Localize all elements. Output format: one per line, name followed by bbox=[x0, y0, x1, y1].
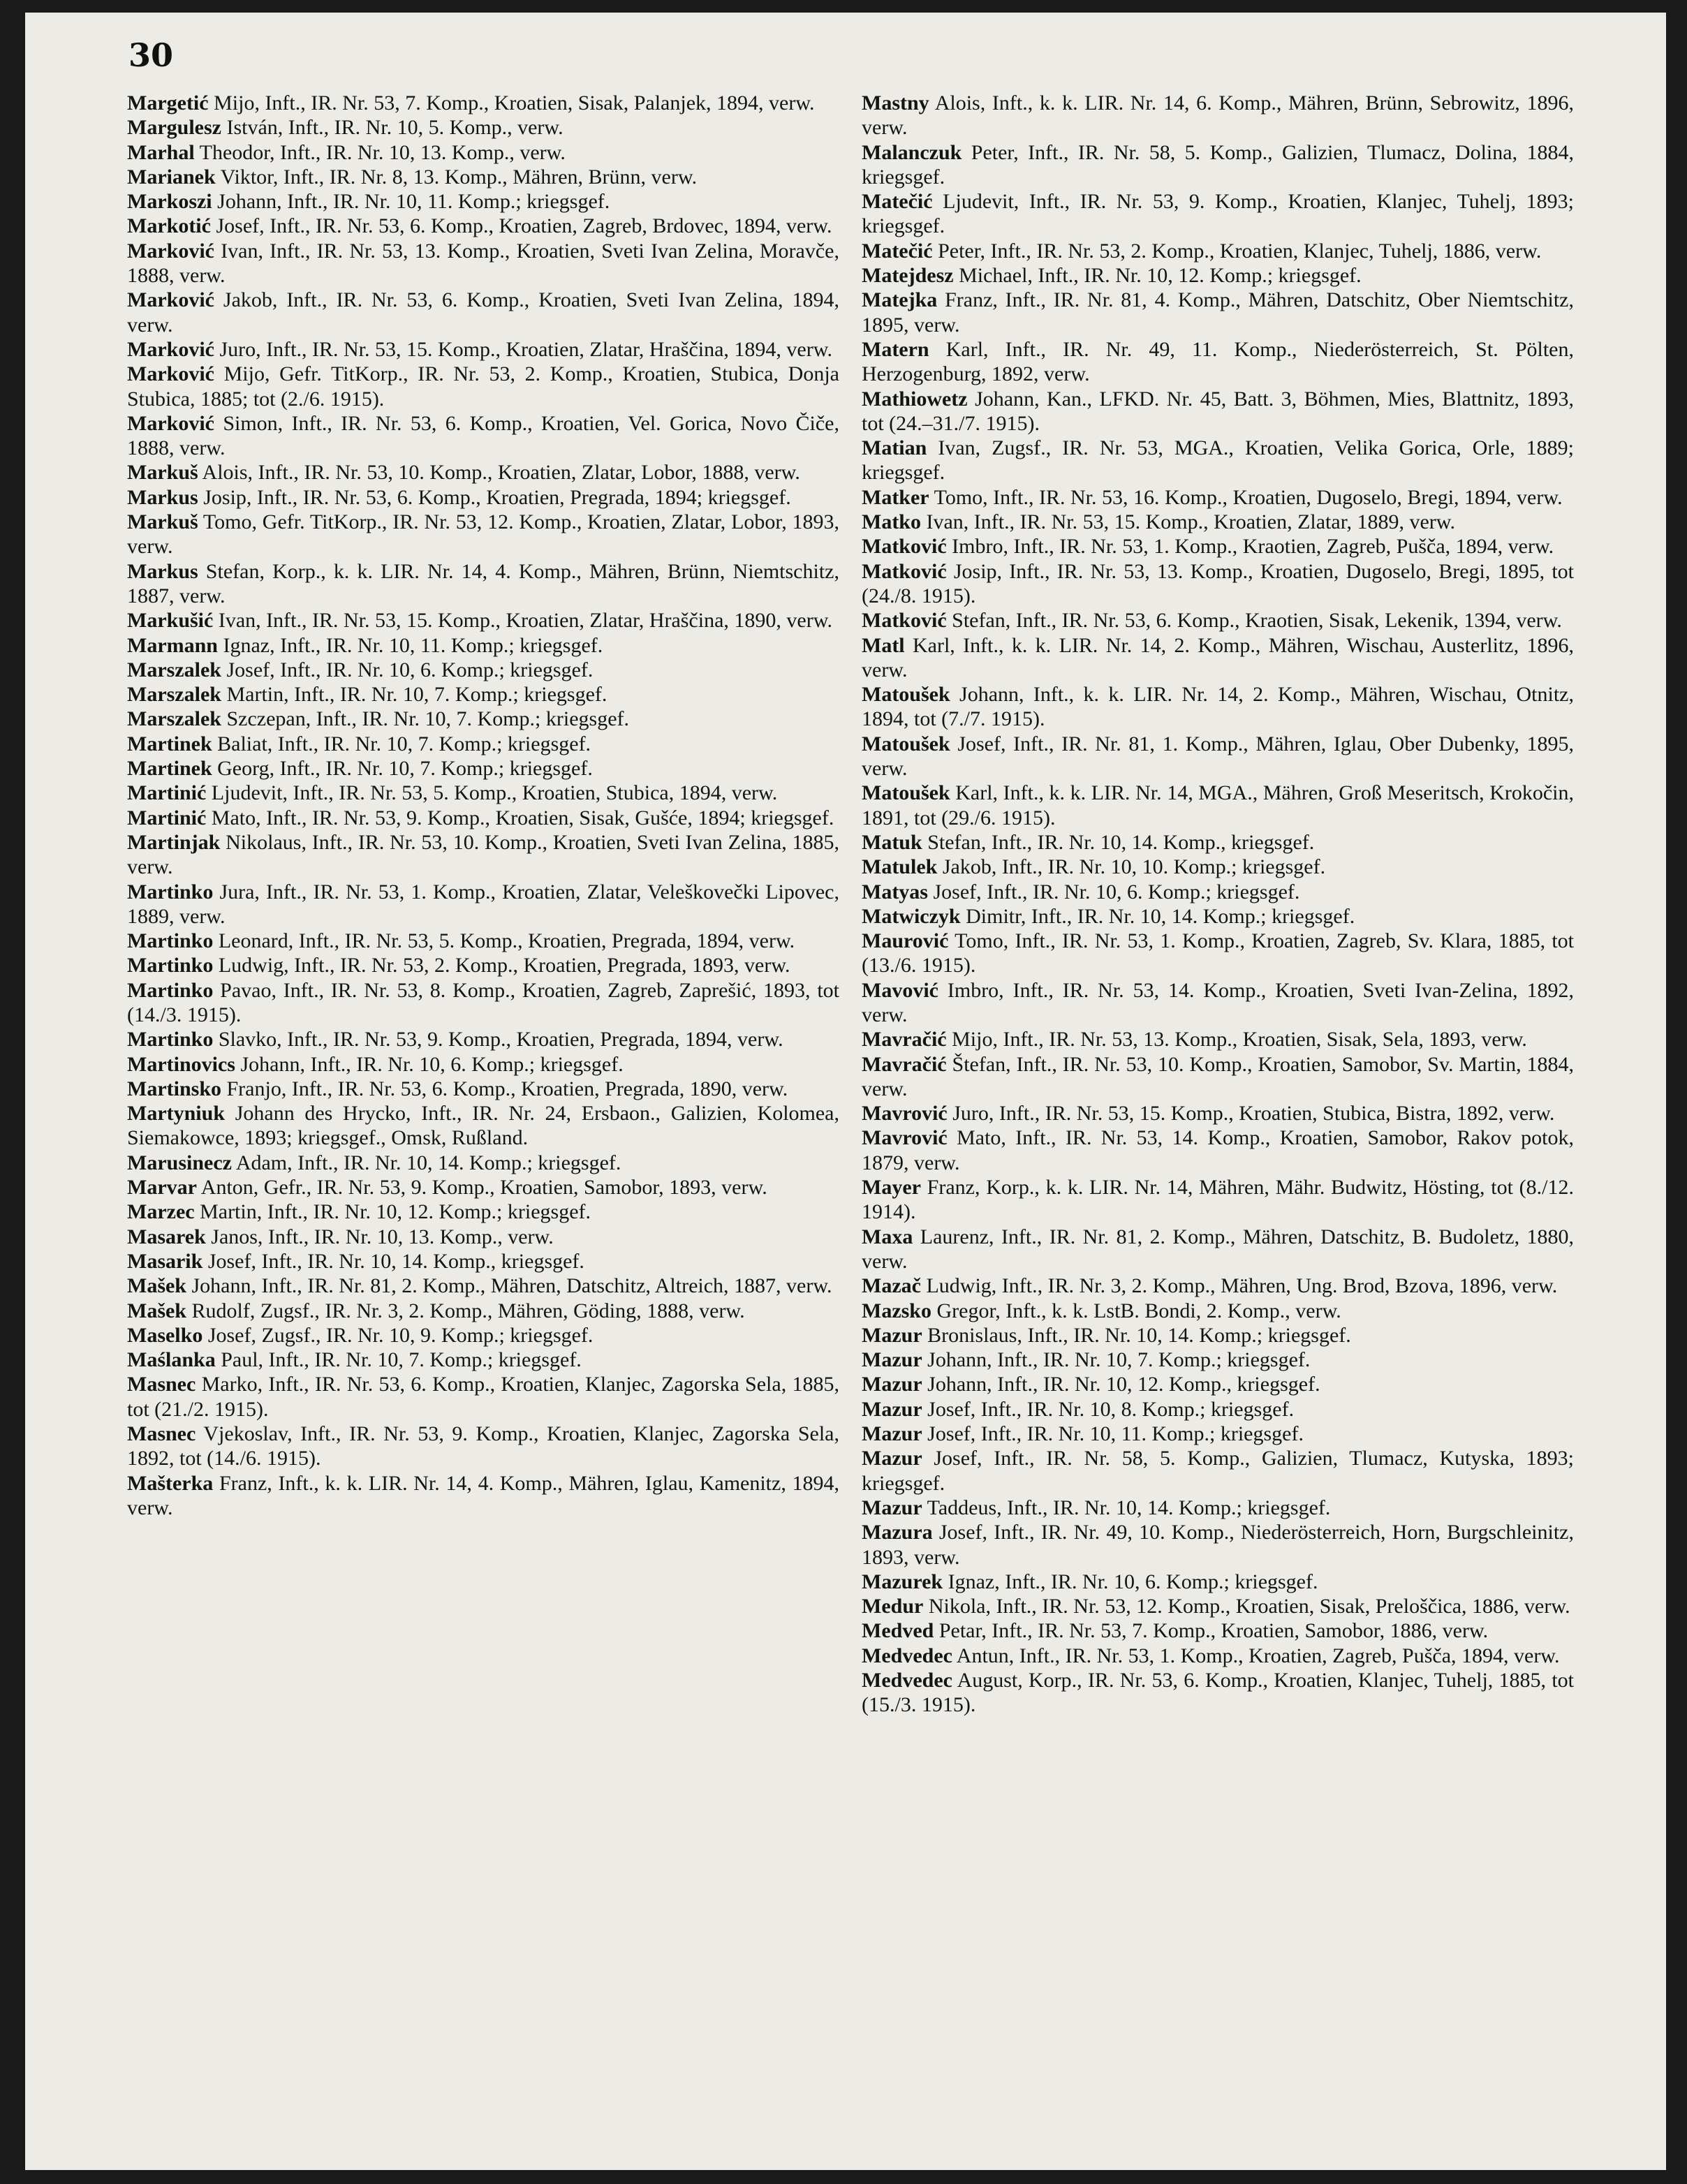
entry-surname: Mašek bbox=[127, 1274, 186, 1298]
register-entry bbox=[127, 682, 839, 707]
register-entry bbox=[862, 880, 1574, 904]
register-entry bbox=[127, 140, 839, 165]
entry-surname: Mazura bbox=[862, 1521, 933, 1544]
entry-details: Juro, Inft., IR. Nr. 53, 15. Komp., Kroatien, Zlatar, Hraščina, 1894, verw. bbox=[214, 337, 832, 361]
register-entry bbox=[127, 781, 839, 805]
entry-surname: Mazur bbox=[862, 1447, 922, 1470]
register-entry bbox=[862, 608, 1574, 633]
entry-details: Peter, Inft., IR. Nr. 53, 2. Komp., Kroatien, Klanjec, Tuhelj, 1886, verw. bbox=[932, 239, 1542, 263]
register-entry bbox=[127, 830, 839, 880]
left-column bbox=[127, 91, 839, 1520]
entry-details: August, Korp., IR. Nr. 53, 6. Komp., Kroatien, Klanjec, Tuhelj, 1885, tot (15./3. 1915). bbox=[862, 1669, 1574, 1717]
entry-details: Josef, Inft., IR. Nr. 49, 10. Komp., Niederösterreich, Horn, Burgschleinitz, 1893, verw. bbox=[862, 1521, 1574, 1569]
entry-details: Nikolaus, Inft., IR. Nr. 53, 10. Komp., Kroatien, Sveti Ivan Zelina, 1885, verw. bbox=[127, 830, 839, 879]
register-entry bbox=[862, 633, 1574, 683]
register-entry bbox=[127, 953, 839, 977]
register-entry bbox=[862, 1175, 1574, 1225]
register-entry bbox=[127, 929, 839, 953]
entry-surname: Medur bbox=[862, 1595, 924, 1618]
entry-details: Ludwig, Inft., IR. Nr. 3, 2. Komp., Mähren, Ung. Brod, Bzova, 1896, verw. bbox=[920, 1274, 1558, 1298]
entry-details: Stefan, Inft., IR. Nr. 53, 6. Komp., Kraotien, Sisak, Lekenik, 1394, verw. bbox=[946, 609, 1562, 633]
entry-surname: Marmann bbox=[127, 633, 218, 657]
entry-details: Baliat, Inft., IR. Nr. 10, 7. Komp.; kriegsgef. bbox=[212, 732, 591, 755]
entry-details: Peter, Inft., IR. Nr. 58, 5. Komp., Galizien, Tlumacz, Dolina, 1884, kriegsgef. bbox=[862, 140, 1574, 189]
entry-surname: Matuk bbox=[862, 830, 922, 854]
page-number: 30 bbox=[128, 36, 174, 74]
entry-details: Josef, Inft., IR. Nr. 81, 1. Komp., Mähren, Iglau, Ober Dubenky, 1895, verw. bbox=[862, 732, 1574, 781]
entry-details: Tomo, Gefr. TitKorp., IR. Nr. 53, 12. Komp., Kroatien, Zlatar, Lobor, 1893, verw. bbox=[127, 510, 839, 559]
entry-details: Stefan, Inft., IR. Nr. 10, 14. Komp., kriegsgef. bbox=[922, 830, 1315, 854]
entry-surname: Mavračić bbox=[862, 1028, 947, 1052]
entry-surname: Maxa bbox=[862, 1225, 913, 1248]
entry-surname: Marszalek bbox=[127, 707, 221, 731]
entry-details: Josip, Inft., IR. Nr. 53, 6. Komp., Kroatien, Pregrada, 1894; kriegsgef. bbox=[198, 485, 791, 509]
entry-details: Johann, Inft., IR. Nr. 10, 7. Komp.; kriegsgef. bbox=[922, 1348, 1311, 1372]
entry-surname: Martinsko bbox=[127, 1077, 221, 1100]
entry-surname: Maślanka bbox=[127, 1348, 216, 1372]
entry-surname: Martinjak bbox=[127, 830, 221, 854]
register-entry bbox=[862, 1348, 1574, 1372]
entry-surname: Matyas bbox=[862, 880, 928, 903]
entry-details: Antun, Inft., IR. Nr. 53, 1. Komp., Kroatien, Zagreb, Pušča, 1894, verw. bbox=[952, 1644, 1560, 1667]
register-entry bbox=[862, 781, 1574, 830]
entry-surname: Markus bbox=[127, 485, 198, 509]
entry-details: Karl, Inft., IR. Nr. 49, 11. Komp., Niederösterreich, St. Pölten, Herzogenburg, 1892, verw. bbox=[862, 337, 1574, 386]
entry-surname: Mazsko bbox=[862, 1299, 931, 1322]
register-entry bbox=[127, 1101, 839, 1151]
entry-details: István, Inft., IR. Nr. 10, 5. Komp., verw. bbox=[221, 116, 563, 140]
entry-surname: Marszalek bbox=[127, 658, 221, 681]
entry-surname: Marković bbox=[127, 239, 214, 263]
entry-details: Ivan, Inft., IR. Nr. 53, 15. Komp., Kroatien, Zlatar, Hraščina, 1890, verw. bbox=[213, 609, 832, 633]
register-entry bbox=[862, 1126, 1574, 1175]
register-entry bbox=[127, 1200, 839, 1224]
entry-surname: Matejdesz bbox=[862, 264, 954, 288]
register-entry bbox=[127, 165, 839, 189]
entry-details: Mato, Inft., IR. Nr. 53, 9. Komp., Kroatien, Sisak, Gušće, 1894; kriegsgef. bbox=[206, 806, 834, 829]
entry-surname: Markotić bbox=[127, 214, 211, 238]
entry-surname: Matečić bbox=[862, 190, 933, 214]
entry-surname: Mašterka bbox=[127, 1471, 214, 1495]
register-entry bbox=[127, 337, 839, 362]
entry-details: Franz, Inft., IR. Nr. 81, 4. Komp., Mähren, Datschitz, Ober Niemtschitz, 1895, verw. bbox=[862, 288, 1574, 337]
entry-surname: Matoušek bbox=[862, 683, 950, 707]
entry-surname: Matejka bbox=[862, 288, 938, 312]
register-entry bbox=[127, 1348, 839, 1372]
register-entry bbox=[127, 1274, 839, 1298]
entry-details: Johann, Inft., IR. Nr. 10, 6. Komp.; kriegsgef. bbox=[235, 1052, 624, 1076]
register-entry bbox=[862, 1323, 1574, 1348]
register-entry bbox=[127, 1299, 839, 1323]
register-entry bbox=[862, 904, 1574, 929]
entry-details: Juro, Inft., IR. Nr. 53, 15. Komp., Kroatien, Stubica, Bistra, 1892, verw. bbox=[947, 1102, 1555, 1126]
register-entry bbox=[862, 1397, 1574, 1422]
entry-surname: Martinek bbox=[127, 757, 212, 781]
entry-details: Paul, Inft., IR. Nr. 10, 7. Komp.; kriegsgef. bbox=[215, 1348, 582, 1372]
entry-surname: Martinovics bbox=[127, 1052, 235, 1076]
register-entry bbox=[862, 1225, 1574, 1274]
entry-details: Imbro, Inft., IR. Nr. 53, 14. Komp., Kroatien, Sveti Ivan-Zelina, 1892, verw. bbox=[862, 978, 1574, 1026]
entry-surname: Maurović bbox=[862, 929, 949, 953]
entry-details: Ignaz, Inft., IR. Nr. 10, 11. Komp.; kriegsgef. bbox=[218, 633, 603, 657]
entry-details: Jakob, Inft., IR. Nr. 53, 6. Komp., Kroatien, Sveti Ivan Zelina, 1894, verw. bbox=[127, 288, 839, 337]
entry-surname: Martinko bbox=[127, 1028, 214, 1052]
register-entry bbox=[862, 1594, 1574, 1618]
entry-surname: Matker bbox=[862, 485, 929, 509]
entry-surname: Medved bbox=[862, 1619, 934, 1643]
register-entry bbox=[862, 510, 1574, 534]
entry-details: Dimitr, Inft., IR. Nr. 10, 14. Komp.; kriegsgef. bbox=[960, 904, 1355, 928]
entry-details: Laurenz, Inft., IR. Nr. 81, 2. Komp., Mähren, Datschitz, B. Budoletz, 1880, verw. bbox=[862, 1225, 1574, 1273]
entry-details: Ivan, Inft., IR. Nr. 53, 13. Komp., Kroatien, Sveti Ivan Zelina, Moravče, 1888, verw. bbox=[127, 239, 839, 288]
register-entry bbox=[862, 288, 1574, 337]
register-entry bbox=[862, 1101, 1574, 1126]
entry-details: Josef, Inft., IR. Nr. 10, 6. Komp.; kriegsgef. bbox=[927, 880, 1300, 903]
register-entry bbox=[862, 1618, 1574, 1643]
entry-surname: Matoušek bbox=[862, 732, 950, 755]
entry-surname: Martinko bbox=[127, 954, 214, 977]
register-entry bbox=[127, 880, 839, 929]
entry-details: Szczepan, Inft., IR. Nr. 10, 7. Komp.; kriegsgef. bbox=[221, 707, 630, 731]
entry-details: Johann, Kan., LFKD. Nr. 45, Batt. 3, Böhmen, Mies, Blattnitz, 1893, tot (24.–31./7. 1915). bbox=[862, 387, 1574, 435]
register-entry bbox=[862, 1274, 1574, 1298]
register-entry bbox=[862, 1570, 1574, 1594]
entry-surname: Martinek bbox=[127, 732, 212, 755]
entry-details: Bronislaus, Inft., IR. Nr. 10, 14. Komp.; kriegsgef. bbox=[922, 1323, 1351, 1347]
entry-surname: Matl bbox=[862, 633, 905, 657]
register-entry bbox=[127, 559, 839, 609]
entry-details: Johann des Hrycko, Inft., IR. Nr. 24, Ersbaon., Galizien, Kolomea, Siemakowce, 1893; kriegsgef., Omsk, Rußland. bbox=[127, 1102, 839, 1150]
entry-surname: Markuš bbox=[127, 510, 198, 534]
entry-details: Ljudevit, Inft., IR. Nr. 53, 5. Komp., Kroatien, Stubica, 1894, verw. bbox=[206, 781, 778, 805]
entry-details: Mijo, Inft., IR. Nr. 53, 13. Komp., Kroatien, Sisak, Sela, 1893, verw. bbox=[946, 1028, 1527, 1052]
register-entry bbox=[862, 732, 1574, 781]
entry-surname: Maselko bbox=[127, 1323, 203, 1347]
entry-details: Tomo, Inft., IR. Nr. 53, 1. Komp., Kroatien, Zagreb, Sv. Klara, 1885, tot (13./6. 1915). bbox=[862, 929, 1574, 977]
entry-details: Ivan, Zugsf., IR. Nr. 53, MGA., Kroatien, Velika Gorica, Orle, 1889; kriegsgef. bbox=[862, 436, 1574, 485]
register-entry bbox=[862, 559, 1574, 609]
register-entry bbox=[862, 1644, 1574, 1668]
document-page bbox=[25, 13, 1666, 2170]
entry-details: Mijo, Gefr. TitKorp., IR. Nr. 53, 2. Komp., Kroatien, Stubica, Donja Stubica, 1885; tot (2./6. 1915). bbox=[127, 362, 839, 411]
entry-surname: Mazurek bbox=[862, 1570, 943, 1593]
register-entry bbox=[862, 830, 1574, 855]
entry-details: Petar, Inft., IR. Nr. 53, 7. Komp., Kroatien, Samobor, 1886, verw. bbox=[934, 1619, 1489, 1643]
entry-details: Josef, Inft., IR. Nr. 10, 8. Komp.; kriegsgef. bbox=[922, 1397, 1295, 1421]
entry-surname: Matečić bbox=[862, 239, 933, 263]
entry-details: Adam, Inft., IR. Nr. 10, 14. Komp.; kriegsgef. bbox=[231, 1151, 621, 1174]
entry-surname: Martyniuk bbox=[127, 1102, 226, 1126]
register-entry bbox=[127, 411, 839, 461]
register-entry bbox=[127, 756, 839, 781]
entry-surname: Margulesz bbox=[127, 116, 221, 140]
entry-details: Georg, Inft., IR. Nr. 10, 7. Komp.; kriegsgef. bbox=[212, 757, 593, 781]
register-entry bbox=[127, 214, 839, 238]
entry-surname: Marvar bbox=[127, 1176, 197, 1200]
entry-surname: Masarik bbox=[127, 1249, 203, 1273]
register-entry bbox=[862, 436, 1574, 485]
entry-surname: Mavrović bbox=[862, 1102, 948, 1126]
register-entry bbox=[127, 1372, 839, 1422]
register-entry bbox=[127, 633, 839, 658]
entry-details: Martin, Inft., IR. Nr. 10, 7. Komp.; kriegsgef. bbox=[221, 683, 607, 707]
register-entry bbox=[127, 806, 839, 830]
entry-surname: Mavračić bbox=[862, 1052, 947, 1076]
register-entry bbox=[127, 707, 839, 731]
entry-details: Rudolf, Zugsf., IR. Nr. 3, 2. Komp., Mähren, Göding, 1888, verw. bbox=[186, 1299, 745, 1322]
register-entry bbox=[127, 1471, 839, 1521]
entry-surname: Mayer bbox=[862, 1176, 921, 1200]
entry-details: Josef, Inft., IR. Nr. 53, 6. Komp., Kroatien, Zagreb, Brdovec, 1894, verw. bbox=[210, 214, 832, 238]
entry-details: Franjo, Inft., IR. Nr. 53, 6. Komp., Kroatien, Pregrada, 1890, verw. bbox=[221, 1077, 788, 1100]
entry-details: Josef, Inft., IR. Nr. 58, 5. Komp., Galizien, Tlumacz, Kutyska, 1893; kriegsgef. bbox=[862, 1447, 1574, 1495]
register-entry bbox=[862, 140, 1574, 190]
entry-surname: Marković bbox=[127, 288, 214, 312]
entry-details: Martin, Inft., IR. Nr. 10, 12. Komp.; kriegsgef. bbox=[194, 1200, 591, 1224]
entry-surname: Markoszi bbox=[127, 190, 212, 214]
entry-details: Anton, Gefr., IR. Nr. 53, 9. Komp., Kroatien, Samobor, 1893, verw. bbox=[196, 1176, 767, 1200]
entry-details: Franz, Inft., k. k. LIR. Nr. 14, 4. Komp., Mähren, Iglau, Kamenitz, 1894, verw. bbox=[127, 1471, 839, 1519]
entry-surname: Marković bbox=[127, 362, 214, 386]
entry-details: Mijo, Inft., IR. Nr. 53, 7. Komp., Kroatien, Sisak, Palanjek, 1894, verw. bbox=[208, 91, 815, 115]
register-entry bbox=[127, 1422, 839, 1471]
register-entry bbox=[127, 115, 839, 140]
entry-surname: Masnec bbox=[127, 1422, 196, 1446]
entry-surname: Mašek bbox=[127, 1299, 186, 1322]
entry-surname: Malanczuk bbox=[862, 140, 962, 164]
entry-details: Johann, Inft., IR. Nr. 10, 12. Komp., kriegsgef. bbox=[922, 1373, 1320, 1396]
entry-details: Karl, Inft., k. k. LIR. Nr. 14, MGA., Mähren, Groß Meseritsch, Krokočin, 1891, tot (29./6. 1915). bbox=[862, 781, 1574, 829]
entry-surname: Matian bbox=[862, 436, 927, 460]
register-entry bbox=[862, 337, 1574, 387]
entry-details: Johann, Inft., IR. Nr. 10, 11. Komp.; kriegsgef. bbox=[212, 190, 610, 214]
register-entry bbox=[862, 1299, 1574, 1323]
entry-details: Ljudevit, Inft., IR. Nr. 53, 9. Komp., Kroatien, Klanjec, Tuhelj, 1893; kriegsgef. bbox=[862, 190, 1574, 238]
entry-surname: Martinko bbox=[127, 978, 214, 1002]
entry-surname: Mazur bbox=[862, 1422, 922, 1446]
entry-surname: Matern bbox=[862, 337, 929, 361]
entry-surname: Mavrović bbox=[862, 1126, 948, 1150]
register-entry bbox=[127, 239, 839, 288]
entry-details: Slavko, Inft., IR. Nr. 53, 9. Komp., Kroatien, Pregrada, 1894, verw. bbox=[213, 1028, 783, 1052]
entry-surname: Markus bbox=[127, 559, 198, 583]
entry-surname: Marusinecz bbox=[127, 1151, 232, 1174]
register-entry bbox=[127, 1323, 839, 1348]
entry-surname: Martinko bbox=[127, 880, 214, 903]
entry-surname: Marhal bbox=[127, 140, 195, 164]
entry-surname: Mazač bbox=[862, 1274, 921, 1298]
register-entry bbox=[862, 1027, 1574, 1052]
entry-details: Jura, Inft., IR. Nr. 53, 1. Komp., Kroatien, Zlatar, Veleškovečki Lipovec, 1889, verw. bbox=[127, 880, 839, 928]
entry-details: Marko, Inft., IR. Nr. 53, 6. Komp., Kroatien, Klanjec, Zagorska Sela, 1885, tot (21./2. 1915). bbox=[127, 1373, 839, 1421]
entry-surname: Martinić bbox=[127, 806, 207, 829]
entry-surname: Masnec bbox=[127, 1373, 196, 1396]
entry-details: Alois, Inft., k. k. LIR. Nr. 14, 6. Komp., Mähren, Brünn, Sebrowitz, 1896, verw. bbox=[862, 91, 1574, 140]
register-entry bbox=[862, 534, 1574, 559]
entry-details: Štefan, Inft., IR. Nr. 53, 10. Komp., Kroatien, Samobor, Sv. Martin, 1884, verw. bbox=[862, 1052, 1574, 1100]
entry-surname: Mazur bbox=[862, 1397, 922, 1421]
register-entry bbox=[127, 658, 839, 682]
entry-surname: Matković bbox=[862, 559, 947, 583]
entry-details: Jakob, Inft., IR. Nr. 10, 10. Komp.; kriegsgef. bbox=[937, 855, 1326, 879]
register-entry bbox=[862, 1052, 1574, 1102]
entry-details: Josef, Zugsf., IR. Nr. 10, 9. Komp.; kriegsgef. bbox=[202, 1323, 594, 1347]
entry-surname: Matwiczyk bbox=[862, 904, 961, 928]
entry-surname: Marianek bbox=[127, 165, 216, 189]
register-entry bbox=[127, 460, 839, 485]
entry-surname: Marszalek bbox=[127, 683, 221, 707]
entry-surname: Martinko bbox=[127, 929, 214, 953]
register-entry bbox=[127, 1225, 839, 1249]
entry-details: Theodor, Inft., IR. Nr. 10, 13. Komp., verw. bbox=[194, 140, 566, 164]
entry-surname: Masarek bbox=[127, 1225, 206, 1248]
entry-details: Alois, Inft., IR. Nr. 53, 10. Komp., Kroatien, Zlatar, Lobor, 1888, verw. bbox=[198, 461, 800, 485]
register-entry bbox=[862, 1372, 1574, 1396]
entry-details: Ignaz, Inft., IR. Nr. 10, 6. Komp.; kriegsgef. bbox=[943, 1570, 1318, 1593]
entry-details: Mato, Inft., IR. Nr. 53, 14. Komp., Kroatien, Samobor, Rakov potok, 1879, verw. bbox=[862, 1126, 1574, 1174]
register-entry bbox=[127, 608, 839, 633]
entry-details: Viktor, Inft., IR. Nr. 8, 13. Komp., Mähren, Brünn, verw. bbox=[215, 165, 698, 189]
register-entry bbox=[862, 485, 1574, 510]
entry-details: Leonard, Inft., IR. Nr. 53, 5. Komp., Kroatien, Pregrada, 1894, verw. bbox=[213, 929, 795, 953]
register-entry bbox=[127, 510, 839, 559]
entry-surname: Matković bbox=[862, 609, 947, 633]
register-entry bbox=[862, 978, 1574, 1028]
register-entry bbox=[127, 362, 839, 411]
register-entry bbox=[127, 978, 839, 1028]
entry-surname: Margetić bbox=[127, 91, 209, 115]
entry-details: Ludwig, Inft., IR. Nr. 53, 2. Komp., Kroatien, Pregrada, 1893, verw. bbox=[213, 954, 790, 977]
entry-details: Janos, Inft., IR. Nr. 10, 13. Komp., verw. bbox=[205, 1225, 554, 1248]
entry-surname: Mastny bbox=[862, 91, 929, 115]
entry-surname: Markuš bbox=[127, 461, 198, 485]
register-entry bbox=[127, 189, 839, 214]
register-entry bbox=[862, 682, 1574, 732]
register-entry bbox=[127, 1151, 839, 1175]
register-entry bbox=[862, 1520, 1574, 1570]
entry-surname: Martinić bbox=[127, 781, 207, 805]
entry-details: Karl, Inft., k. k. LIR. Nr. 14, 2. Komp., Mähren, Wischau, Austerlitz, 1896, verw. bbox=[862, 633, 1574, 681]
entry-surname: Marković bbox=[127, 337, 214, 361]
register-entry bbox=[862, 387, 1574, 436]
entry-details: Tomo, Inft., IR. Nr. 53, 16. Komp., Kroatien, Dugoselo, Bregi, 1894, verw. bbox=[929, 485, 1563, 509]
entry-details: Gregor, Inft., k. k. LstB. Bondi, 2. Komp., verw. bbox=[931, 1299, 1341, 1322]
register-entry bbox=[862, 1422, 1574, 1446]
entry-surname: Mathiowetz bbox=[862, 387, 968, 411]
entry-surname: Medvedec bbox=[862, 1669, 952, 1692]
register-entry bbox=[862, 263, 1574, 288]
entry-details: Stefan, Korp., k. k. LIR. Nr. 14, 4. Komp., Mähren, Brünn, Niemtschitz, 1887, verw. bbox=[127, 559, 839, 607]
entry-details: Josef, Inft., IR. Nr. 10, 14. Komp., kriegsgef. bbox=[202, 1249, 584, 1273]
entry-surname: Medvedec bbox=[862, 1644, 952, 1667]
entry-details: Taddeus, Inft., IR. Nr. 10, 14. Komp.; kriegsgef. bbox=[922, 1496, 1331, 1519]
register-entry bbox=[862, 855, 1574, 879]
entry-details: Johann, Inft., k. k. LIR. Nr. 14, 2. Komp., Mähren, Wischau, Otnitz, 1894, tot (7./7. 1915). bbox=[862, 683, 1574, 731]
entry-surname: Markušić bbox=[127, 609, 214, 633]
entry-details: Vjekoslav, Inft., IR. Nr. 53, 9. Komp., Kroatien, Klanjec, Zagorska Sela, 1892, tot (14./6. 1915). bbox=[127, 1422, 839, 1470]
entry-surname: Mazur bbox=[862, 1496, 922, 1519]
register-entry bbox=[862, 1496, 1574, 1520]
entry-details: Franz, Korp., k. k. LIR. Nr. 14, Mähren, Mähr. Budwitz, Hösting, tot (8./12. 1914). bbox=[862, 1176, 1574, 1224]
register-entry bbox=[127, 732, 839, 756]
register-entry bbox=[862, 239, 1574, 263]
entry-surname: Matko bbox=[862, 510, 921, 534]
entry-surname: Matković bbox=[862, 535, 947, 559]
entry-details: Ivan, Inft., IR. Nr. 53, 15. Komp., Kroatien, Zlatar, 1889, verw. bbox=[921, 510, 1456, 534]
entry-surname: Mazur bbox=[862, 1323, 922, 1347]
register-entry bbox=[862, 1446, 1574, 1496]
register-entry bbox=[127, 485, 839, 510]
register-entry bbox=[862, 1668, 1574, 1718]
entry-details: Johann, Inft., IR. Nr. 81, 2. Komp., Mähren, Datschitz, Altreich, 1887, verw. bbox=[186, 1274, 832, 1298]
entry-surname: Marković bbox=[127, 411, 214, 435]
entry-surname: Mavović bbox=[862, 978, 938, 1002]
register-entry bbox=[862, 929, 1574, 978]
register-entry bbox=[127, 288, 839, 337]
entry-details: Josef, Inft., IR. Nr. 10, 11. Komp.; kriegsgef. bbox=[922, 1422, 1304, 1446]
register-entry bbox=[862, 91, 1574, 140]
entry-details: Michael, Inft., IR. Nr. 10, 12. Komp.; kriegsgef. bbox=[953, 264, 1362, 288]
register-entry bbox=[127, 1175, 839, 1200]
register-entry bbox=[127, 1027, 839, 1052]
entry-details: Simon, Inft., IR. Nr. 53, 6. Komp., Kroatien, Vel. Gorica, Novo Čiče, 1888, verw. bbox=[127, 411, 839, 460]
register-entry bbox=[127, 91, 839, 115]
entry-details: Nikola, Inft., IR. Nr. 53, 12. Komp., Kroatien, Sisak, Preloščica, 1886, verw. bbox=[923, 1595, 1570, 1618]
entry-surname: Matoušek bbox=[862, 781, 950, 805]
entry-details: Josip, Inft., IR. Nr. 53, 13. Komp., Kroatien, Dugoselo, Bregi, 1895, tot (24./8. 1915). bbox=[862, 559, 1574, 607]
register-entry bbox=[127, 1052, 839, 1077]
right-column bbox=[862, 91, 1574, 1718]
register-entry bbox=[862, 189, 1574, 239]
entry-details: Josef, Inft., IR. Nr. 10, 6. Komp.; kriegsgef. bbox=[221, 658, 594, 681]
entry-details: Imbro, Inft., IR. Nr. 53, 1. Komp., Kraotien, Zagreb, Pušča, 1894, verw. bbox=[946, 535, 1554, 559]
entry-details: Pavao, Inft., IR. Nr. 53, 8. Komp., Kroatien, Zagreb, Zaprešić, 1893, tot (14./3. 1915). bbox=[127, 978, 839, 1026]
entry-surname: Marzec bbox=[127, 1200, 195, 1224]
entry-surname: Matulek bbox=[862, 855, 938, 879]
register-entry bbox=[127, 1249, 839, 1274]
entry-surname: Mazur bbox=[862, 1373, 922, 1396]
entry-surname: Mazur bbox=[862, 1348, 922, 1372]
register-entry bbox=[127, 1077, 839, 1101]
